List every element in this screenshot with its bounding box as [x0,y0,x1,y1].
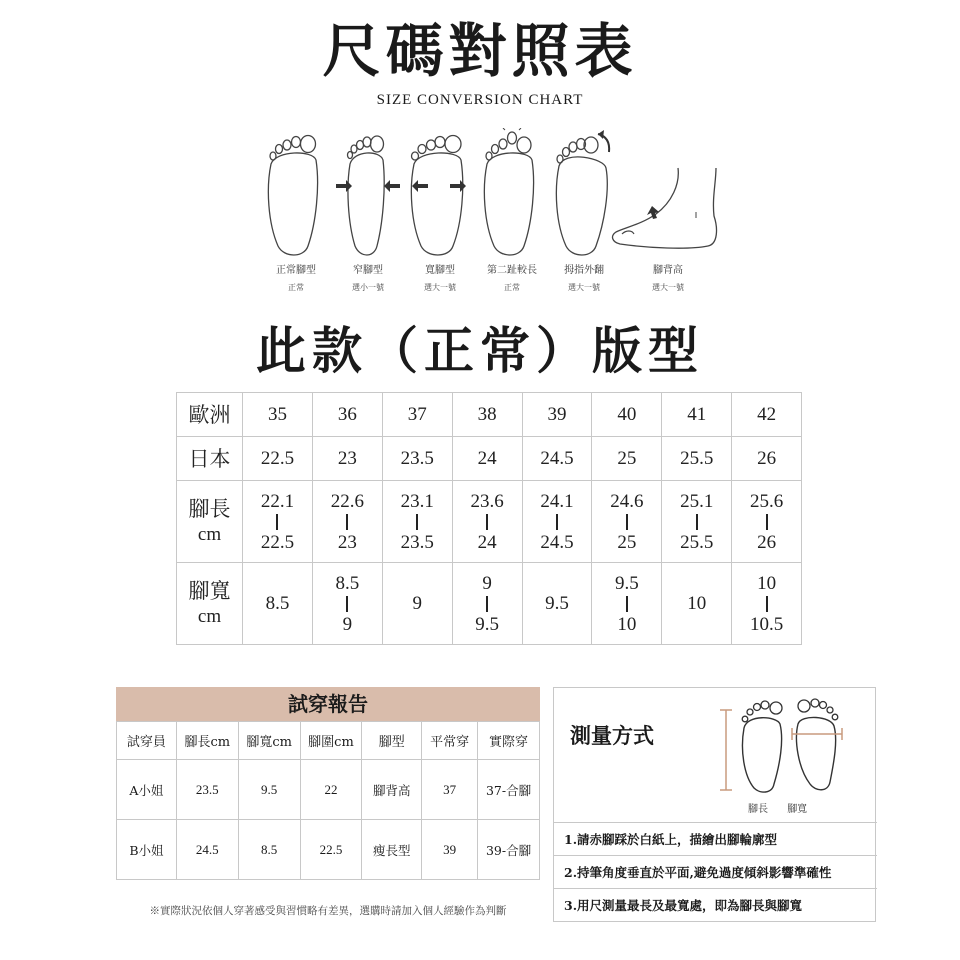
page-title: 尺碼對照表 [322,17,638,85]
tester-name: A小姐 [117,760,177,820]
foot-type-label: 拇指外翻 [564,265,604,276]
measurement-method-panel [553,687,876,922]
column-header: 腳型 [362,722,422,760]
range-divider [766,514,768,530]
foot-type-advice: 選大一號 [652,283,684,292]
range-from: 23.6 [470,490,504,512]
range-from: 24.6 [610,490,644,512]
row-label [177,481,243,563]
row-label-text: 腳寬 [188,578,231,603]
length-cell [522,481,592,563]
foot-length-row [177,481,802,563]
foot-type-label: 窄腳型 [353,265,383,276]
high-instep-foot-icon [608,128,728,262]
range-divider [696,514,698,530]
row-label [177,563,243,645]
width-cell: 10 [662,563,732,645]
narrow-foot-icon [330,128,406,262]
model-fit-title: 此款（正常）版型 [256,321,704,380]
range-to: 9 [342,613,353,635]
foot-type-label: 正常腳型 [276,265,316,276]
range-to: 22.5 [260,531,295,553]
width-cell: 9.5 [522,563,592,645]
table-cell: 22.5 [300,820,362,880]
range-divider [626,514,628,530]
table-cell: 23.5 [176,760,238,820]
jp-size-cell: 25 [592,437,662,481]
table-cell: 39-合腳 [478,820,540,880]
foot-type-advice: 正常 [288,283,304,292]
jp-size-cell: 22.5 [243,437,313,481]
eu-size-cell: 41 [662,393,732,437]
range-to: 25 [617,531,637,553]
foot-type-label: 第二趾較長 [487,265,537,276]
row-label: 歐洲 [177,393,243,437]
column-header: 腳寬cm [238,722,300,760]
range-to: 10 [617,613,637,635]
width-cell: 8.5 [243,563,313,645]
table-row [117,820,540,880]
foot-type-high-instep [608,128,728,300]
table-cell: 37-合腳 [478,760,540,820]
table-cell: 22 [300,760,362,820]
eu-size-cell: 35 [243,393,313,437]
table-cell: 37 [422,760,478,820]
jp-size-cell: 25.5 [662,437,732,481]
range-from: 8.5 [335,572,360,594]
jp-size-cell: 23.5 [382,437,452,481]
range-divider [556,514,558,530]
range-divider [486,596,488,612]
size-table [176,392,802,645]
tester-name: B小姐 [117,820,177,880]
column-header: 腳長cm [176,722,238,760]
foot-type-label: 腳背高 [653,265,683,276]
length-cell [662,481,732,563]
width-cell [312,563,382,645]
eu-size-cell: 42 [732,393,802,437]
range-from: 22.6 [330,490,364,512]
length-cell [592,481,662,563]
width-cell: 9 [382,563,452,645]
range-divider [346,514,348,530]
foot-type-diagrams [258,128,728,300]
eu-size-row [177,393,802,437]
try-on-report-table [116,721,540,880]
foot-width-row [177,563,802,645]
measure-labels [748,800,823,815]
length-cell [243,481,313,563]
range-from: 25.6 [749,490,784,512]
range-divider [416,514,418,530]
column-header: 試穿員 [117,722,177,760]
range-from: 22.1 [260,490,295,512]
range-to: 24.5 [540,531,574,553]
range-divider [346,596,348,612]
column-header: 腳圍cm [300,722,362,760]
jp-size-row [177,437,802,481]
length-cell [452,481,522,563]
length-cell [312,481,382,563]
range-to: 26 [757,531,777,553]
measurement-method-title: 測量方式 [570,723,654,748]
range-to: 25.5 [680,531,714,553]
range-from: 9.5 [614,572,639,594]
range-divider [276,514,278,530]
measurement-step: 1.請赤腳踩於白紙上，描繪出腳輪廓型 [554,822,877,855]
eu-size-cell: 39 [522,393,592,437]
jp-size-cell: 26 [732,437,802,481]
normal-foot-icon [258,128,334,262]
foot-type-advice: 正常 [504,283,520,292]
measurement-steps [554,822,877,921]
table-row [117,760,540,820]
foot-type-advice: 選小一號 [352,283,384,292]
range-from: 10 [757,572,777,594]
table-cell: 9.5 [238,760,300,820]
eu-size-cell: 37 [382,393,452,437]
page-subtitle: SIZE CONVERSION CHART [376,92,584,108]
table-cell: 腳背高 [362,760,422,820]
table-cell: 24.5 [176,820,238,880]
table-cell: 8.5 [238,820,300,880]
eu-size-cell: 38 [452,393,522,437]
row-label-unit: cm [197,605,222,627]
measurement-step: 2.持筆角度垂直於平面,避免過度傾斜影響準確性 [554,855,877,888]
jp-size-cell: 24 [452,437,522,481]
table-cell: 39 [422,820,478,880]
width-cell [592,563,662,645]
table-cell: 瘦長型 [362,820,422,880]
range-to: 23.5 [400,531,434,553]
foot-type-advice: 選大一號 [424,283,456,292]
disclaimer-note: ※實際狀況依個人穿著感受與習慣略有差異，選購時請加入個人經驗作為判斷 [149,905,507,917]
column-header: 平常穿 [422,722,478,760]
eu-size-cell: 36 [312,393,382,437]
range-to: 23 [337,531,357,553]
range-from: 9 [482,572,492,594]
length-cell [382,481,452,563]
foot-width-label: 腳寬 [787,804,808,815]
footprint-measure-icon [714,694,864,798]
range-to: 9.5 [475,613,499,635]
width-cell [732,563,802,645]
row-label-unit: cm [197,523,222,545]
range-from: 23.1 [400,490,434,512]
range-from: 25.1 [680,490,714,512]
jp-size-cell: 23 [312,437,382,481]
range-from: 24.1 [540,490,574,512]
wide-foot-icon [402,128,478,262]
range-to: 24 [477,531,497,553]
width-cell [452,563,522,645]
row-label-text: 腳長 [188,496,231,521]
row-label: 日本 [177,437,243,481]
jp-size-cell: 24.5 [522,437,592,481]
foot-type-label: 寬腳型 [425,265,455,276]
column-header: 實際穿 [478,722,540,760]
foot-length-label: 腳長 [748,804,768,815]
range-to: 10.5 [749,613,784,635]
range-divider [626,596,628,612]
foot-type-advice: 選大一號 [568,283,600,292]
length-cell [732,481,802,563]
range-divider [486,514,488,530]
second-toe-foot-icon [474,128,550,262]
eu-size-cell: 40 [592,393,662,437]
range-divider [766,596,768,612]
table-header-row [117,722,540,760]
measurement-step: 3.用尺測量最長及最寬處，即為腳長與腳寬 [554,888,877,921]
try-on-report-title: 試穿報告 [116,687,540,721]
